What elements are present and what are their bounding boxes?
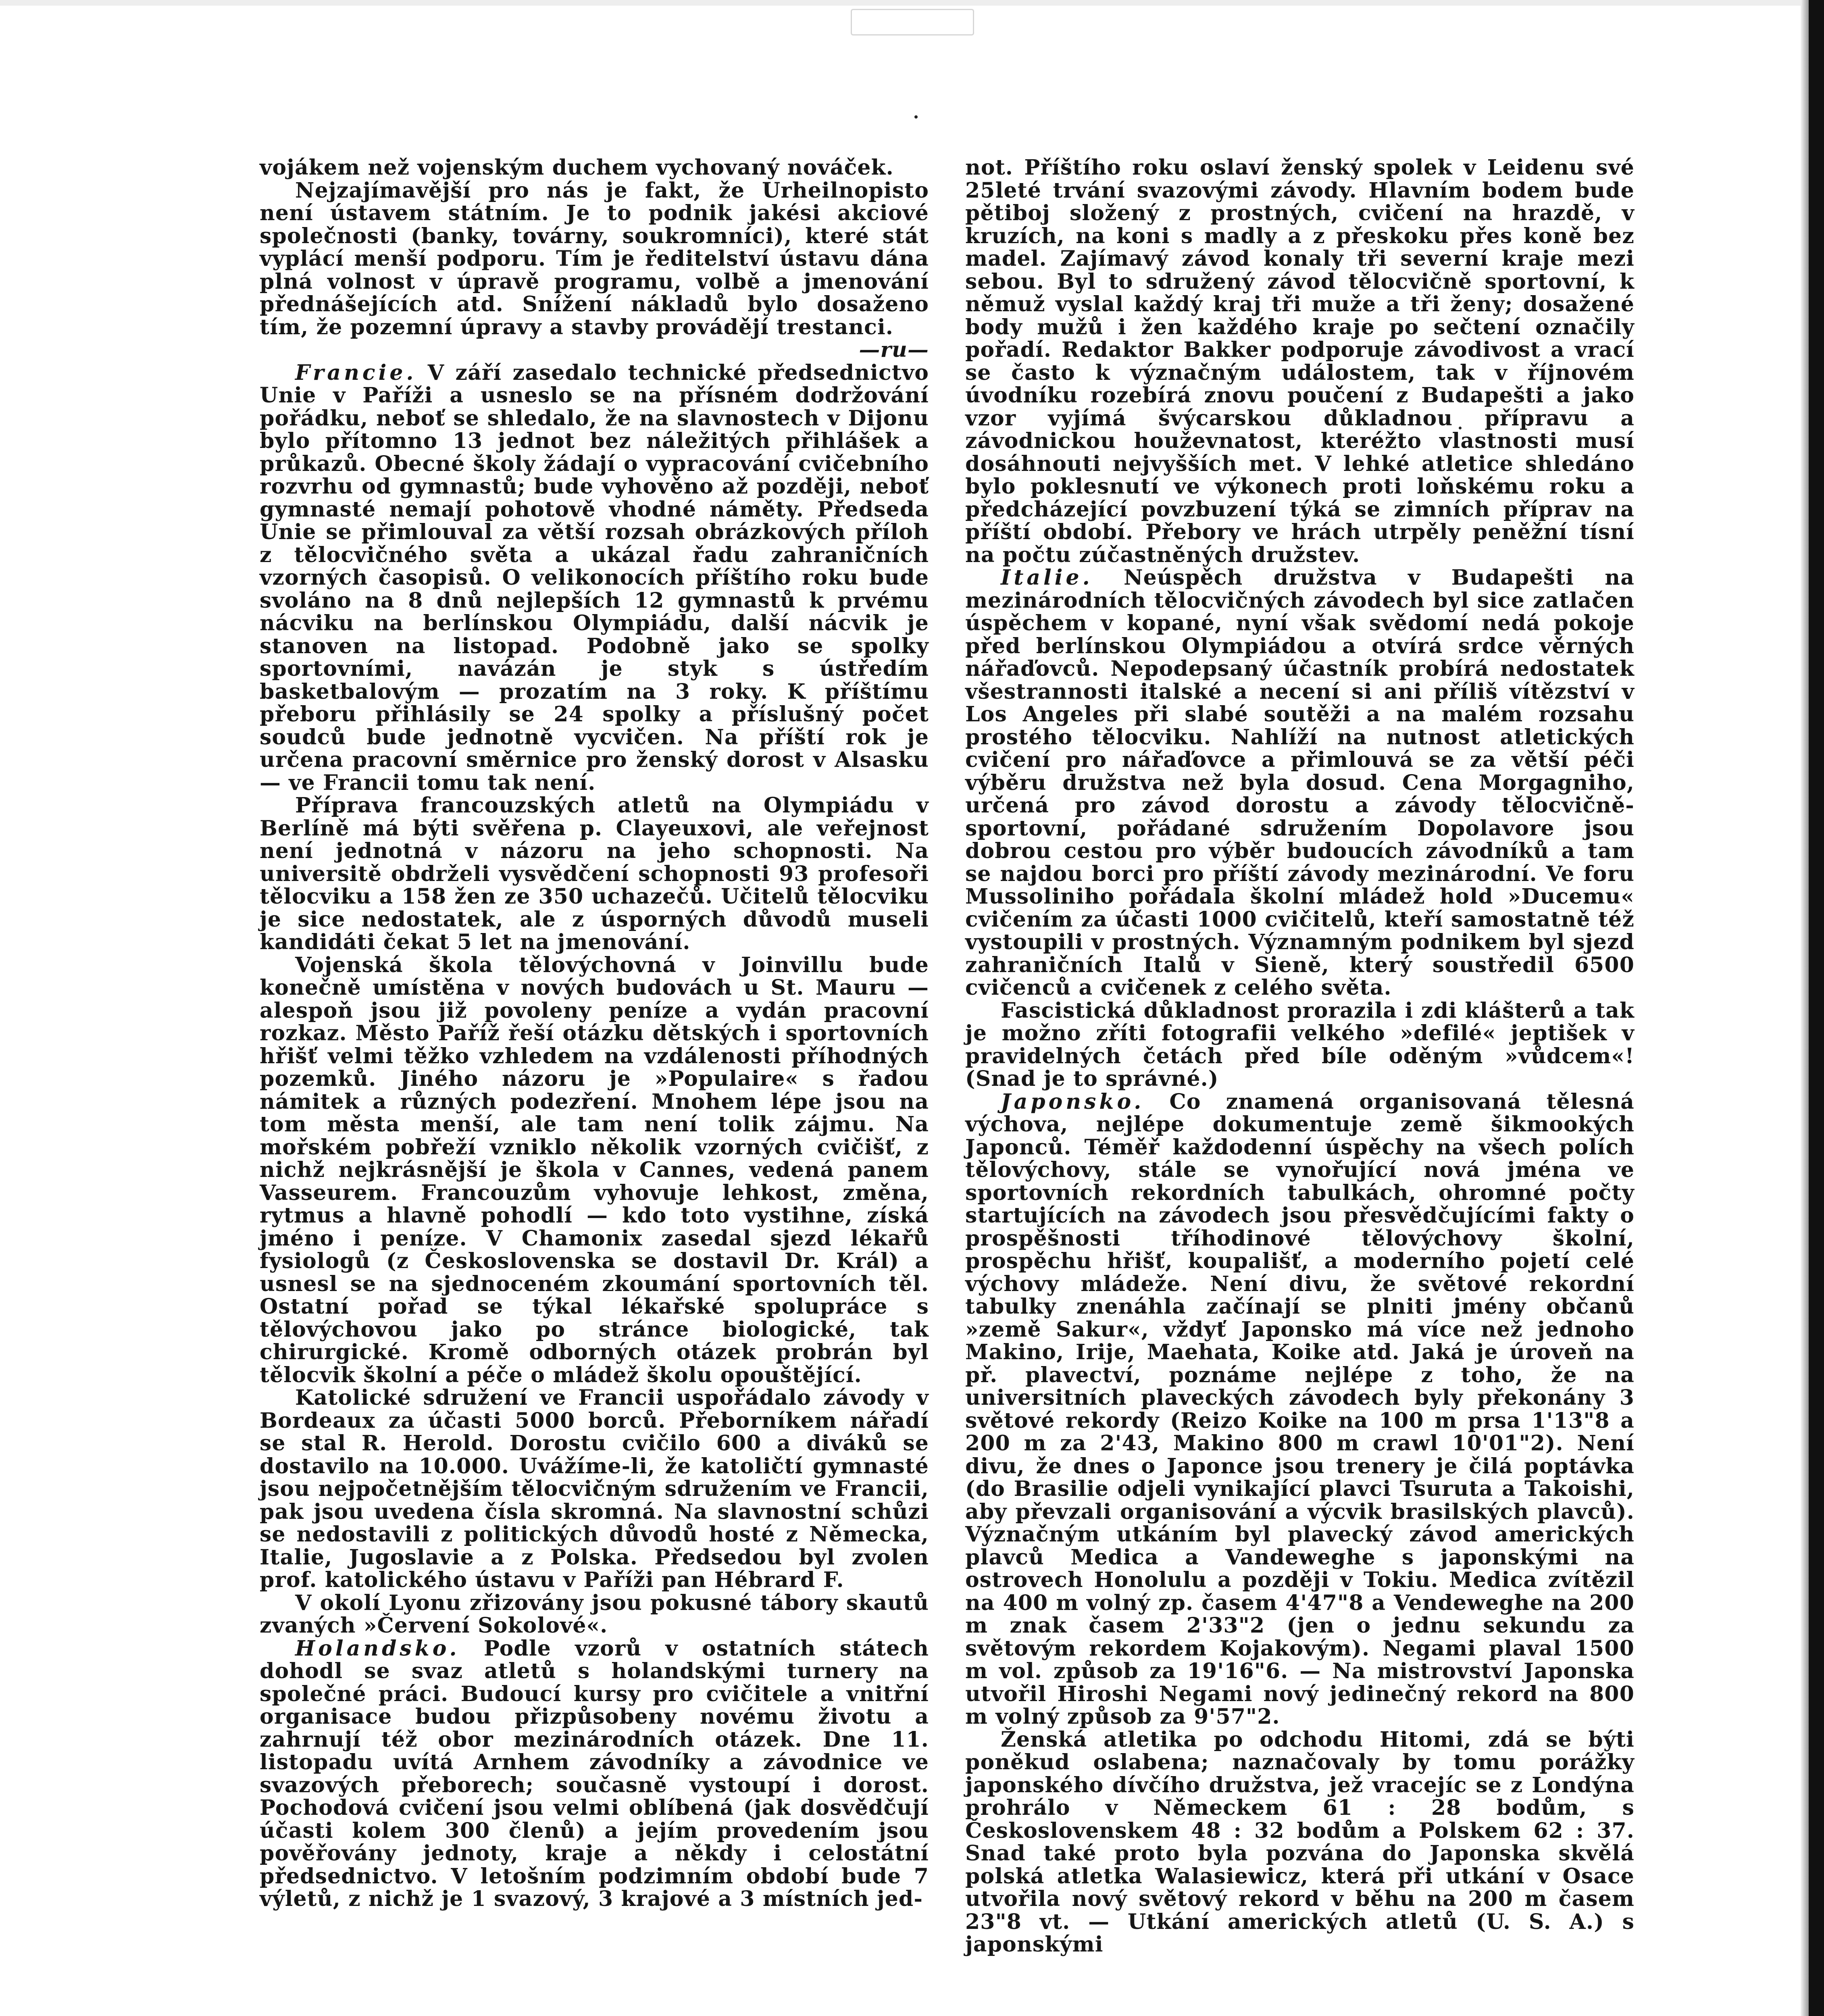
paragraph-urheilnopisto: Nejzajímavější pro nás je fakt, že Urheilnopisto není ústavem státním. Je to podnik jakési akciové společnosti (banky, továrny, soukromníci), které stát vyplácí menší podporu. Tím je ředitelství ústavu dána plná volnost v úpravě programu, volbě a jmenování přednášejících atd. Snížení nákladů bylo dosaženo tím, že pozemní úpravy a stavby provádějí trestanci. (260, 178, 929, 339)
paragraph-france-catholic: Katolické sdružení ve Francii uspořádalo závody v Bordeaux za účasti 5000 borců. Přeborníkem nářadí se stal R. Herold. Dorostu cvičilo 600 a diváků se dostavilo na 10.000. Uvážíme-li, že katoličtí gymnasté jsou nejpočetnějším tělocvičným sdružením ve Francii, pak jsou uvedena čísla skromná. Na slavnostní schůzi se nedostavili z politických důvodů hosté z Německa, Italie, Jugoslavie a z Polska. Předsedou byl zvolen prof. katolického ústavu v Paříži pan Hébrard F. (260, 1385, 929, 1592)
paragraph-italy: Neúspěch družstva v Budapešti na mezinárodních tělocvičných závodech byl sice zatlačen úspěchem v kopané, nyní však svědomí nedá pokoje před berlínskou Olympiádou a otvírá srdce věrných nářaďovců. Nepodepsaný účastník probírá nedostatek všestrannosti italské a necení si ani příliš vítězství v Los Angeles při slabé soutěži a na malém rozsahu prostého tělocviku. Nahlíží na nutnost atletických cvičení pro nářaďovce a přimlouvá se za větší péči výběru družstva než byla dosud. Cena Morgagniho, určená pro závod dorostu a závody tělocvičně-sportovní, pořádané sdružením Dopolavore jsou dobrou cestou pro výběr budoucích závodníků a tam se najdou borci pro příští závody mezinárodní. Ve foru Mussoliniho pořádala školní mládež hold »Ducemu« cvičením za účasti 1000 cvičitelů, kteří samostatně též vystoupili v prostných. Významným podnikem byl sjezd zahraničních Italů v Sieně, který soustředil 6500 cvičenců a cvičenek z celého světa. (965, 565, 1635, 1000)
heading-italy: Italie. (1001, 565, 1093, 590)
paragraph-france-joinville: Vojenská škola tělovýchovná v Joinvillu bude konečně umístěna v nových budovách u St. Mauru — alespoň jsou již povoleny peníze a vydán pracovní rozkaz. Město Paříž řeší otázku dětských i sportovních hřišť velmi těžko vzhledem na vzdálenosti příhodných pozemků. Jiného názoru je »Populaire« s řadou námitek a různých podezření. Mnohem lépe jsou na tom města menší, ale tam není tolik zájmu. Na mořském pobřeží vzniklo několik vzorných cvičišť, z nichž nejkrásnější je škola v Cannes, vedená panem Vasseurem. Francouzům vyhovuje lehkost, změna, rytmus a hlavně pohodlí — kdo toto vystihne, získá jméno i peníze. V Chamonix zasedal sjezd lékařů fysiologů (z Československa se dostavil Dr. Král) a usnesl se na sjednoceném zkoumání sportovních těl. Ostatní pořad se týkal lékařské spolupráce s tělovýchovou jako po stránce biologické, tak chirurgické. Kromě odborných otázek probrán byl tělocvik školní a péče o mládež školu opouštějící. (260, 952, 929, 1387)
paragraph-japan: Co znamená organisovaná tělesná výchova, nejlépe dokumentuje země šikmookých Japonců. Téměř každodenní úspěchy na všech polích tělovýchovy, stále se vynořující nová jména ve sportovních rekordních tabulkách, ohromné počty startujících na závodech jsou přesvědčujícími fakty o prospěšnosti tříhodinové tělovýchovy školní, prospěchu hřišť, koupališť, a moderního pojetí celé výchovy mládeže. Není divu, že světové rekordní tabulky znenáhla začínají se plniti jmény občanů »země Sakur«, vždyť Japonsko má více než jednoho Makino, Irije, Maehata, Koike atd. Jaká je úroveň na př. plavectví, poznáme nejlépe z toho, že na universitních plaveckých závodech byly překonány 3 světové rekordy (Reizo Koike na 100 m prsa 1'13"8 a 200 m za 2'43, Makino 800 m crawl 10'01"2). Není divu, že dnes o Japonce jsou trenery je čilá poptávka (do Brasilie odjeli vynikající plavci Tsuruta a Takoishi, aby převzali organisování a výcvik brasilských plavců). Význačným utkáním byl plavecký závod amerických plavců Medica a Vandeweghe s japonskými na ostrovech Honolulu a později v Tokiu. Medica zvítězil na 400 m volný zp. časem 4'47"8 a Vendeweghe na 200 m znak časem 2'33"2 (jen o jednu sekundu za světovým rekordem Kojakovým). Negami plaval 1500 m vol. způsob za 19'16"6. — Na mistrovství Japonska utvořil Hiroshi Negami nový jedinečný rekord na 800 m volný způsob za 9'57"2. (965, 1089, 1635, 1729)
section-holland (260, 1637, 929, 1911)
paragraph-finland-end: vojákem než vojenským duchem vychovaný nováček. (260, 155, 894, 180)
paragraph-france-lyon: V okolí Lyonu zřizovány jsou pokusné tábory skautů zvaných »Červení Sokolové«. (260, 1590, 929, 1638)
scan-binding-shadow (1801, 0, 1809, 2016)
faint-stamp-mark (851, 9, 974, 35)
paragraph-holland-cont: not. Příštího roku oslaví ženský spolek v Leidenu své 25leté trvání svazovými závody. Hlavním bodem bude pětiboj složený z prostných, cvičení na hrazdě, v kruzích, na koni s madly a z přeskoku přes koně bez madel. Zajímavý závod konaly tři severní kraje mezi sebou. Byl to sdružený závod tělocvičně sportovní, k němuž vyslal každý kraj tři muže a tři ženy; dosažené body mužů i žen každého kraje po sečtení označily pořadí. Redaktor Bakker podporuje závodivost a vrací se často k význačným událostem, tak v říjnovém úvodníku rozebírá znovu poučení z Budapešti a jako vzor vyjímá švýcarskou důkladnou přípravu a závodnickou houževnatost, kteréžto vlastnosti musí dosáhnouti nejvyšších met. V lehké atletice shledáno bylo poklesnutí ve výkonech proti loňskému roku a předcházející povzbuzení týká se zimních příprav na příští období. Přebory ve hrách utrpěly peněžní tísní na počtu zúčastněných družstev. (965, 155, 1635, 567)
section-japan (965, 1091, 1635, 1729)
right-column (965, 156, 1635, 1956)
paragraph-france-olympics: Příprava francouzských atletů na Olympiádu v Berlíně má býti svěřena p. Clayeuxovi, ale veřejnost není jednotná v názoru na jeho schopnosti. Na universitě obdrželi vysvědčení schopnosti 93 profesoři tělocviku a 158 žen ze 350 uchazečů. Učitelů tělocviku je sice nedostatek, ale z úsporných důvodů museli kandidáti čekat 5 let na jmenování. (260, 793, 929, 954)
scan-speck (914, 115, 918, 119)
section-italy (965, 566, 1635, 1000)
scan-right-border (1809, 0, 1824, 2016)
section-france (260, 362, 929, 795)
heading-france: Francie. (295, 360, 417, 385)
left-column (260, 156, 929, 1911)
paragraph-italy-fascist: Fascistická důkladnost prorazila i zdi klášterů a tak je možno zříti fotografii velkého »defilé« jeptišek v pravidelných četách před bíle oděným »vůdcem«! (Snad je to správné.) (965, 998, 1635, 1091)
paragraph-holland: Podle vzorů v ostatních státech dohodl se svaz atletů s holandskými turnery na společné práci. Budoucí kursy pro cvičitele a vnitřní organisace budou přizpůsobeny novému životu a zahrnují též obor mezinárodních otázek. Dne 11. listopadu uvítá Arnhem závodníky a závodnice ve svazových přeborech; současně vystoupí i dorost. Pochodová cvičení jsou velmi oblíbená (jak dosvědčují účasti kolem 300 členů) a jejím provedením jsou pověřovány jednoty, kraje a někdy i celostátní předsednictvo. V letošním podzimním období bude 7 výletů, z nichž je 1 svazový, 3 krajové a 3 místních jed- (260, 1636, 929, 1911)
heading-japan: Japonsko. (1001, 1089, 1145, 1114)
heading-holland: Holandsko. (295, 1636, 460, 1661)
paragraph-france-union: V září zasedalo technické předsednictvo Unie v Paříži a usneslo se na přísném dodržování pořádku, neboť se shledalo, že na slavnostech v Dijonu bylo přítomno 13 jednot bez náležitých přihlášek a průkazů. Obecné školy žádají o vypracování cvičebního rozvrhu od gymnastů; bude vyhověno až později, neboť gymnasté nemají pohotově vhodné náměty. Předseda Unie se přimlouval za větší rozsah obrázkových příloh z tělocvičného světa a ukázal řadu zahraničních vzorných časopisů. O velikonocích příštího roku bude svoláno na 8 dnů nejlepších 12 gymnastů k prvému nácviku na berlínskou Olympiádu, další nácvik je stanoven na listopad. Podobně jako se spolky sportovními, navázán je styk s ústředím basketbalovým — prozatím na 3 roky. K příštímu přeboru přihlásily se 24 spolky a příslušný počet soudců bude jednotně vycvičen. Na příští rok je určena pracovní směrnice pro ženský dorost v Alsasku — ve Francii tomu tak není. (260, 360, 929, 795)
scan-top-edge (0, 0, 1824, 6)
paragraph-japan-women: Ženská atletika po odchodu Hitomi, zdá se býti poněkud oslabena; naznačovaly by tomu porážky japonského dívčího družstva, jež vracejíc se z Londýna prohrálo v Německem 61 : 28 bodům, s Československem 48 : 32 bodům a Polskem 62 : 37. Snad také proto byla pozvána do Japonska skvělá polská atletka Walasiewicz, která při utkání v Osace utvořila nový světový rekord v běhu na 200 m časem 23"8 vt. — Utkání amerických atletů (U. S. A.) s japonskými (965, 1727, 1635, 1957)
author-signoff: —ru— (859, 337, 929, 362)
